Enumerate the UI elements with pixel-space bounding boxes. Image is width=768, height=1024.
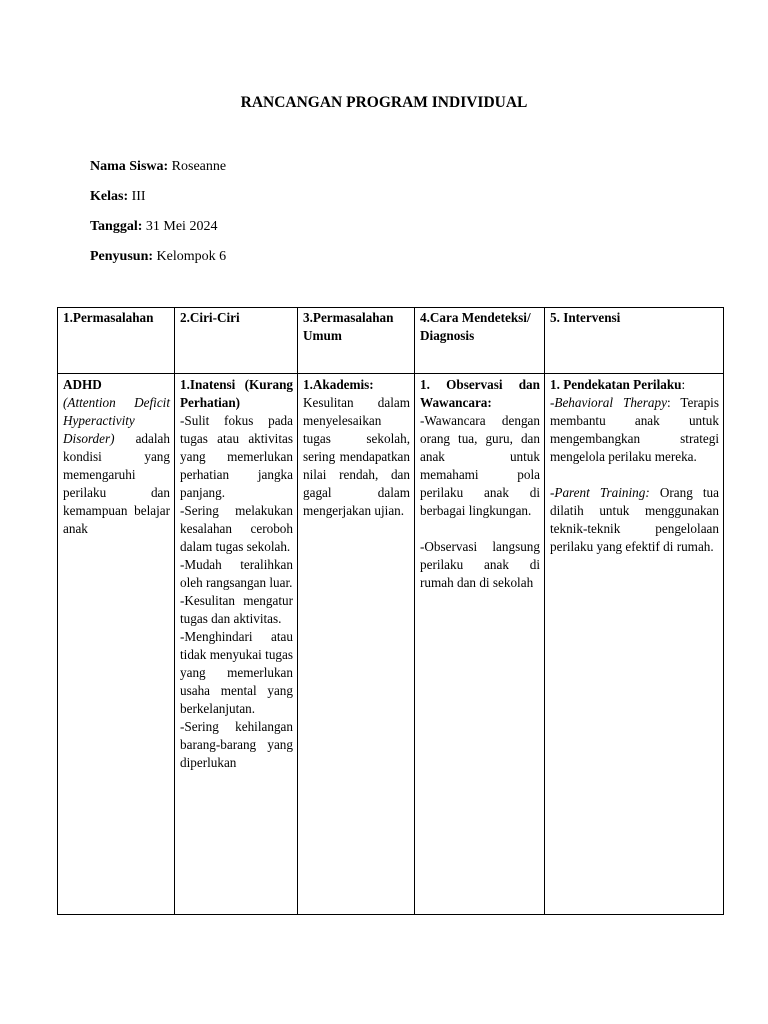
behavioral-therapy-text: [550, 394, 719, 466]
student-name-value: Roseanne: [171, 159, 227, 174]
adhd-description: adalah kondisi yang memengaruhi perilaku dan kemampuan belajar anak: [63, 431, 170, 536]
date-line: [90, 219, 217, 235]
list-item: -Sering kehilangan barang-barang yang diperlukan: [180, 719, 293, 770]
parent-training-text: [550, 484, 719, 556]
list-item: -Menghindari atau tidak menyukai tugas yang memerlukan usaha mental yang berkelanjutan.: [180, 629, 293, 716]
document-title: RANCANGAN PROGRAM INDIVIDUAL: [240, 94, 528, 111]
behavioral-therapy-desc: : Terapis membantu anak untuk mengembangkan strategi mengelola perilaku mereka.: [550, 395, 719, 464]
author-line: [90, 249, 226, 265]
observasi-text: -Observasi langsung perilaku anak di rumah dan di sekolah: [420, 539, 540, 590]
list-item: -Mudah teralihkan oleh rangsangan luar.: [180, 557, 293, 590]
pendekatan-heading-line: [550, 376, 719, 394]
cell-permasalahan: [58, 374, 175, 915]
adhd-full-name: (Attention Deficit Hyperactivity Disorder): [63, 395, 170, 446]
header-cara-mendeteksi: 4.Cara Mendeteksi/ Diagnosis: [415, 308, 545, 374]
date-label: Tanggal:: [90, 219, 143, 234]
header-permasalahan: 1.Permasalahan: [58, 308, 175, 374]
header-intervensi: 5. Intervensi: [545, 308, 724, 374]
wawancara-text: -Wawancara dengan orang tua, guru, dan anak untuk memahami pola perilaku anak di berbagai lingkungan.: [420, 413, 540, 518]
author-value: Kelompok 6: [156, 249, 227, 264]
student-name-line: [90, 159, 226, 175]
parent-training-label: -Parent Training:: [550, 485, 650, 500]
list-item: -Sulit fokus pada tugas atau aktivitas yang memerlukan perhatian jangka panjang.: [180, 413, 293, 500]
akademis-heading: 1.Akademis:: [303, 377, 374, 392]
pendekatan-colon: :: [681, 377, 686, 392]
parent-training-desc: Orang tua dilatih untuk menggunakan teknik-teknik pengelolaan perilaku yang efektif di rumah.: [550, 485, 719, 554]
class-line: [90, 189, 146, 205]
cell-permasalahan-umum: [298, 374, 415, 915]
adhd-heading: ADHD: [63, 377, 102, 392]
date-value: 31 Mei 2024: [145, 219, 218, 234]
akademis-text: Kesulitan dalam menyelesaikan tugas sekolah, sering mendapatkan nilai rendah, dan gagal dalam mengerjakan ujian.: [303, 395, 410, 518]
cell-ciri-ciri: [175, 374, 298, 915]
header-permasalahan-umum: 3.Permasalahan Umum: [298, 308, 415, 374]
observasi-heading: 1. Observasi dan Wawancara:: [420, 377, 540, 410]
header-ciri-ciri: 2.Ciri-Ciri: [175, 308, 298, 374]
author-label: Penyusun:: [90, 249, 154, 264]
inatensi-heading: 1.Inatensi (Kurang Perhatian): [180, 377, 293, 410]
table-header-row: [58, 308, 724, 374]
cell-cara-mendeteksi: [415, 374, 545, 915]
class-value: III: [131, 189, 146, 204]
class-label: Kelas:: [90, 189, 129, 204]
list-item: -Sering melakukan kesalahan ceroboh dalam tugas sekolah.: [180, 503, 293, 554]
student-name-label: Nama Siswa:: [90, 159, 169, 174]
list-item: -Kesulitan mengatur tugas dan aktivitas.: [180, 593, 293, 626]
cell-intervensi: [545, 374, 724, 915]
pendekatan-heading: 1. Pendekatan Perilaku: [550, 377, 682, 392]
program-table: [57, 307, 724, 915]
behavioral-therapy-label: -Behavioral Therapy: [550, 395, 667, 410]
table-row: [58, 374, 724, 915]
